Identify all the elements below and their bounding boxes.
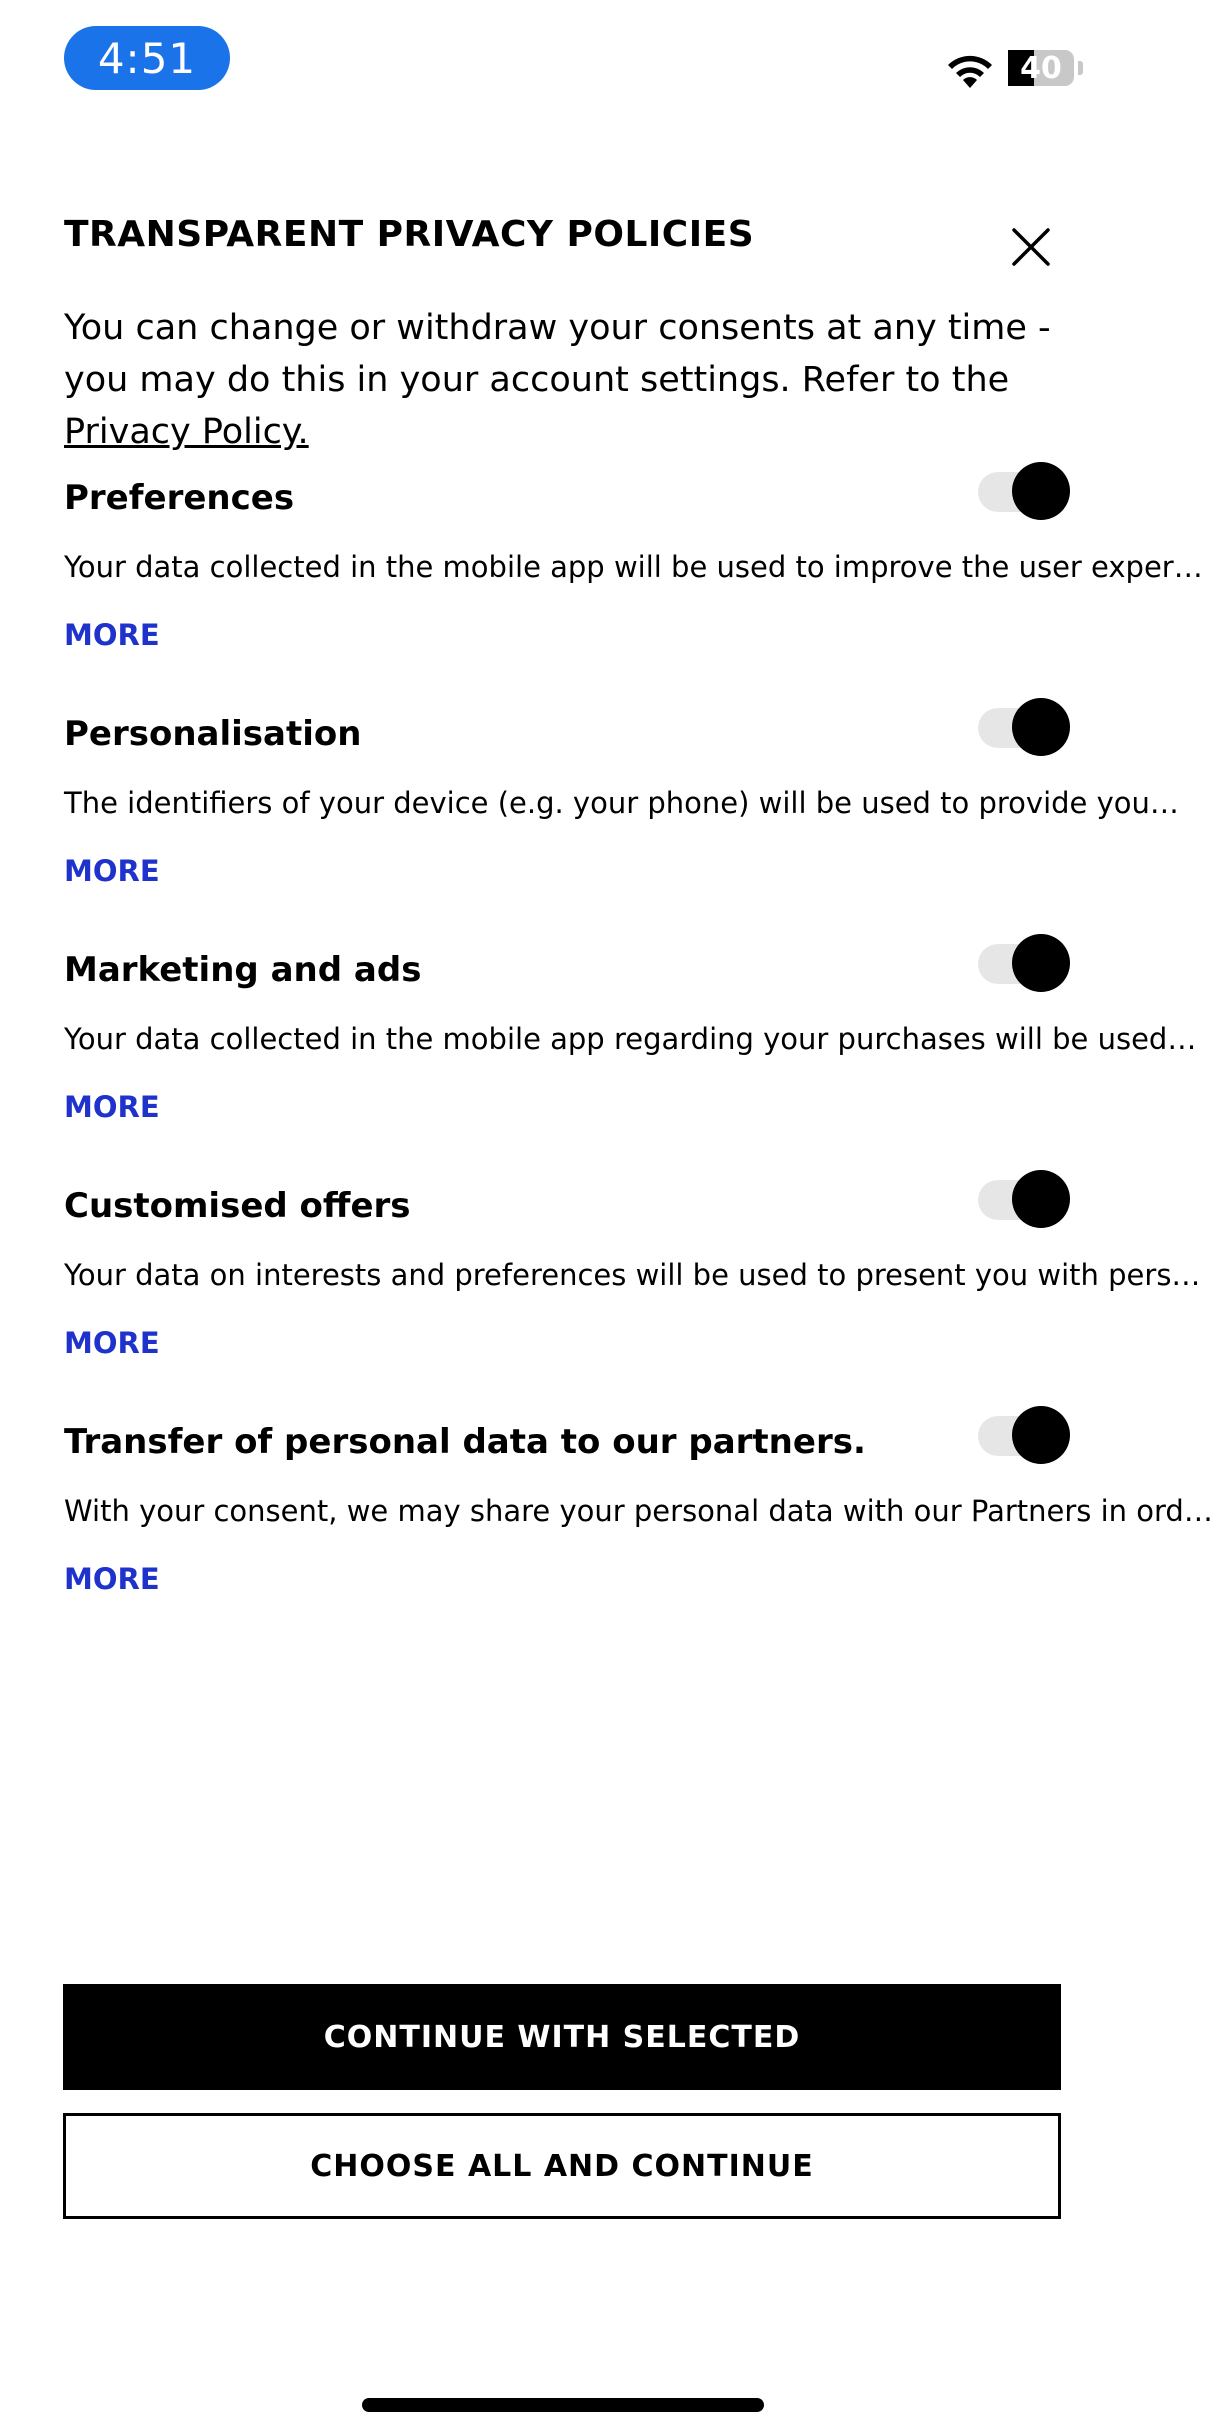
partners-toggle[interactable] <box>978 1406 1070 1464</box>
toggle-knob <box>1012 462 1070 520</box>
battery-icon <box>1008 50 1074 86</box>
toggle-knob <box>1012 698 1070 756</box>
more-link[interactable]: MORE <box>64 1326 160 1360</box>
toggle-knob <box>1012 1406 1070 1464</box>
section-title: Customised offers <box>64 1186 411 1226</box>
toggle-knob <box>1012 934 1070 992</box>
marketing-toggle[interactable] <box>978 934 1070 992</box>
continue-with-selected-button[interactable]: CONTINUE WITH SELECTED <box>63 1984 1061 2090</box>
battery-percent: 40 <box>1020 50 1062 86</box>
customised-offers-toggle[interactable] <box>978 1170 1070 1228</box>
toggle-knob <box>1012 1170 1070 1228</box>
choose-all-button[interactable]: CHOOSE ALL AND CONTINUE <box>63 2113 1061 2219</box>
section-description: Your data on interests and preferences will be used to present you with pers… <box>64 1258 1201 1292</box>
intro-text <box>64 302 1074 458</box>
consent-section-partners <box>64 1422 1213 1622</box>
more-link[interactable]: MORE <box>64 854 160 888</box>
home-indicator[interactable] <box>362 2398 764 2412</box>
consent-section-marketing <box>64 950 1197 1150</box>
section-description: Your data collected in the mobile app regarding your purchases will be used… <box>64 1022 1197 1056</box>
consent-section-preferences <box>64 478 1203 678</box>
more-link[interactable]: MORE <box>64 618 160 652</box>
wifi-icon <box>944 50 996 90</box>
section-title: Marketing and ads <box>64 950 422 990</box>
privacy-policy-link[interactable]: Privacy Policy. <box>64 412 309 452</box>
intro-body: You can change or withdraw your consents at any time - you may do this in your account settings. Refer to the <box>64 308 1051 400</box>
section-description: With your consent, we may share your personal data with our Partners in ord… <box>64 1494 1213 1528</box>
section-title: Personalisation <box>64 714 362 754</box>
consent-section-customised-offers <box>64 1186 1201 1386</box>
section-title: Transfer of personal data to our partners. <box>64 1422 866 1462</box>
close-icon[interactable] <box>1006 222 1056 272</box>
section-description: The identifiers of your device (e.g. your phone) will be used to provide you… <box>64 786 1179 820</box>
battery-nub <box>1078 61 1083 75</box>
section-title: Preferences <box>64 478 295 518</box>
more-link[interactable]: MORE <box>64 1090 160 1124</box>
personalisation-toggle[interactable] <box>978 698 1070 756</box>
preferences-toggle[interactable] <box>978 462 1070 520</box>
section-description: Your data collected in the mobile app will be used to improve the user exper… <box>64 550 1203 584</box>
page-title: TRANSPARENT PRIVACY POLICIES <box>64 214 755 255</box>
status-time: 4:51 <box>64 26 230 90</box>
more-link[interactable]: MORE <box>64 1562 160 1596</box>
consent-section-personalisation <box>64 714 1179 914</box>
